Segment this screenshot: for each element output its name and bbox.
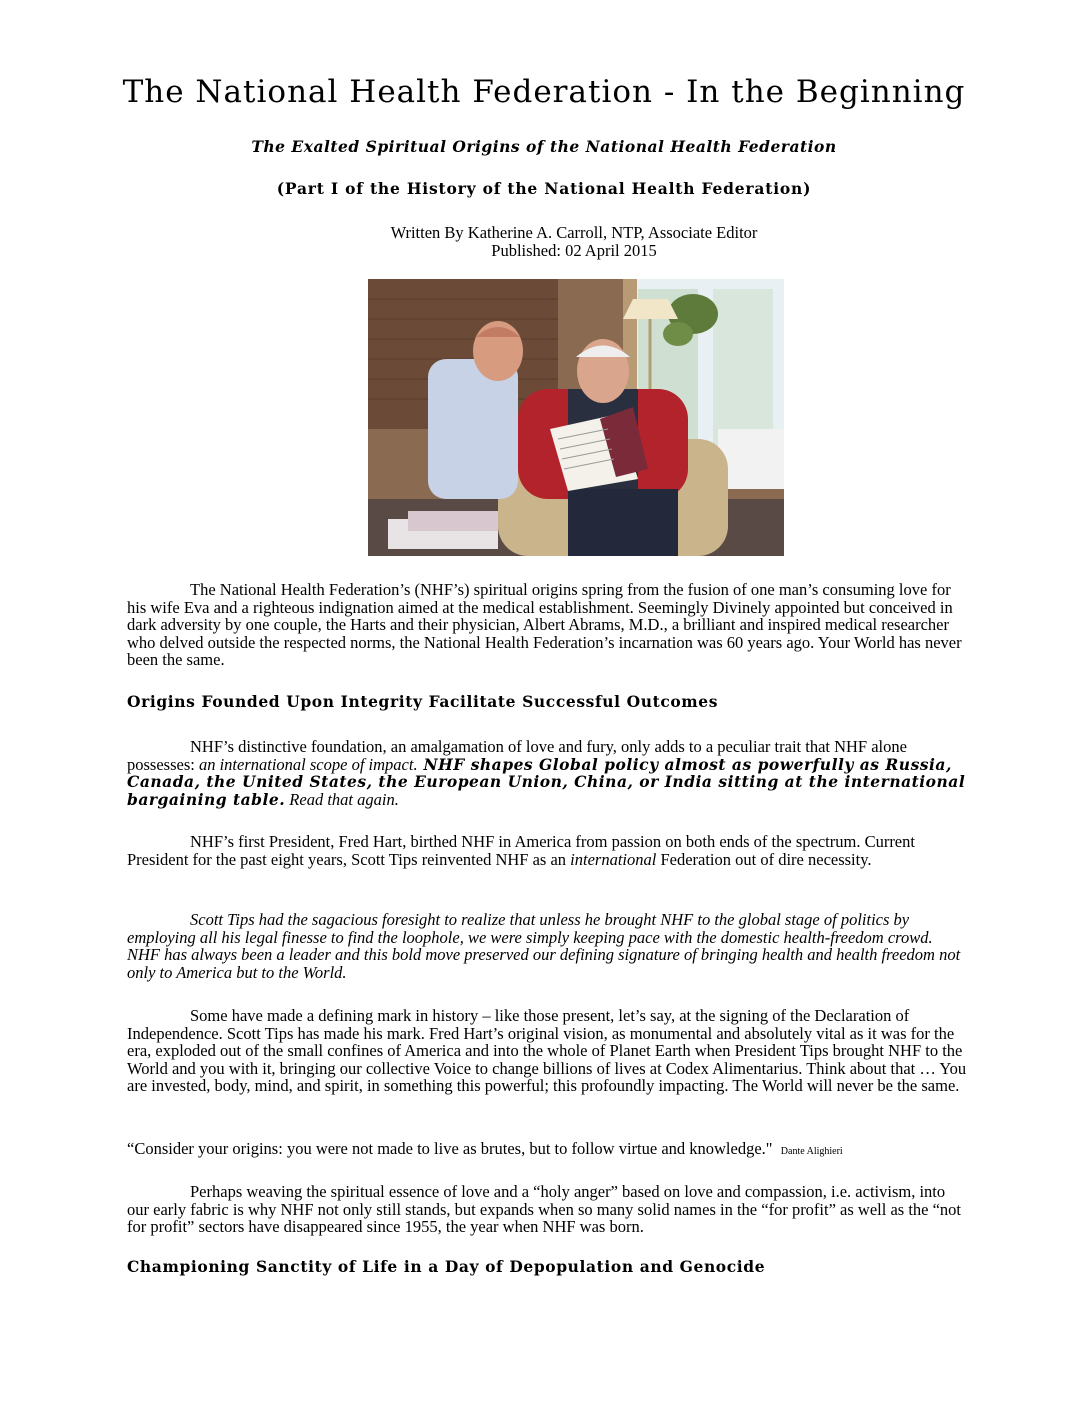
published-date: Published: 02 April 2015 (491, 241, 657, 260)
paragraph-2-closing: Read that again. (285, 789, 399, 809)
series-part-label: (Part I of the History of the National Health Federation) (276, 179, 812, 198)
quote-line (127, 1140, 967, 1161)
paragraph-2 (127, 738, 967, 808)
paragraph-4: Scott Tips had the sagacious foresight to realize that unless he brought NHF to the global stage of politics by employing all his legal finesse to find the loophole, we were simply keeping pace with the domestic health-freedom crowd. NHF has always been a leader and this bold move preserved our defining signature of bringing health and health freedom not only to America but to the World. (127, 910, 961, 982)
paragraph-5: Some have made a defining mark in history – like those present, let’s say, at the signing of the Declaration of Independence. Scott Tips has made his mark. Fred Hart’s original vision, as monumental and absolutely vital as it was for the era, exploded out of the small confines of America and into the whole of Planet Earth when President Tips brought NHF to the World and you with it, bringing our collective Voice to change billions of lives at Codex Alimentarius. Think about that … You are invested, body, mind, and spirit, in something this powerful; this profoundly impacting. The World will never be the same. (127, 1006, 967, 1095)
quote-text: “Consider your origins: you were not made to live as brutes, but to follow virtue and knowledge." (127, 1139, 773, 1158)
paragraph-6: Perhaps weaving the spiritual essence of love and a “holy anger” based on love and compassion, i.e. activism, into our early fabric is why NHF not only still stands, but expands when so many solid names in the “for profit” as well as the “not for profit” sectors have disappeared since 1955, the year when NHF was born. (127, 1182, 962, 1236)
paragraph-3-text: NHF’s first President, Fred Hart, birthed NHF in America from passion on both ends of the spectrum. Current President for the past eight years, Scott Tips reinvented NHF as an (127, 832, 915, 869)
author-line: Written By Katherine A. Carroll, NTP, Associate Editor (390, 223, 758, 242)
section-heading-origins: Origins Founded Upon Integrity Facilitate Successful Outcomes (127, 692, 719, 711)
article-photo (368, 279, 784, 556)
byline (374, 224, 774, 260)
paragraph-3-closing: Federation out of dire necessity. (656, 849, 872, 869)
paragraph-2-text: NHF’s distinctive foundation, an amalgamation of love and fury, only adds to a peculiar trait that NHF alone possesses: (127, 737, 907, 774)
paragraph-1: The National Health Federation’s (NHF’s) spiritual origins spring from the fusion of one man’s consuming love for his wife Eva and a righteous indignation aimed at the medical establishment. Seemingly Divinely appointed but conceived in dark adversity by one couple, the Harts and their physician, Albert Abrams, M.D., a brilliant and inspired medical researcher who delved outside the respected norms, the National Health Federation’s incarnation was 60 years ago. Your World has never been the same. (127, 580, 962, 669)
quote-attribution: Dante Alighieri (780, 1146, 843, 1157)
paragraph-2-italic: an international scope of impact. (198, 754, 418, 774)
page-title: The National Health Federation - In the Beginning (122, 74, 966, 110)
paragraph-2-emphasis: NHF shapes Global policy almost as powerfully as Russia, Canada, the United States, the European Union, China, or India sitting at the international bargaining table. (127, 754, 966, 809)
paragraph-3 (127, 833, 967, 868)
page-subtitle: The Exalted Spiritual Origins of the National Health Federation (251, 137, 837, 156)
paragraph-3-italic: international (570, 849, 657, 869)
photo-illustration (368, 279, 784, 556)
section-heading-sanctity: Championing Sanctity of Life in a Day of Depopulation and Genocide (127, 1257, 766, 1276)
